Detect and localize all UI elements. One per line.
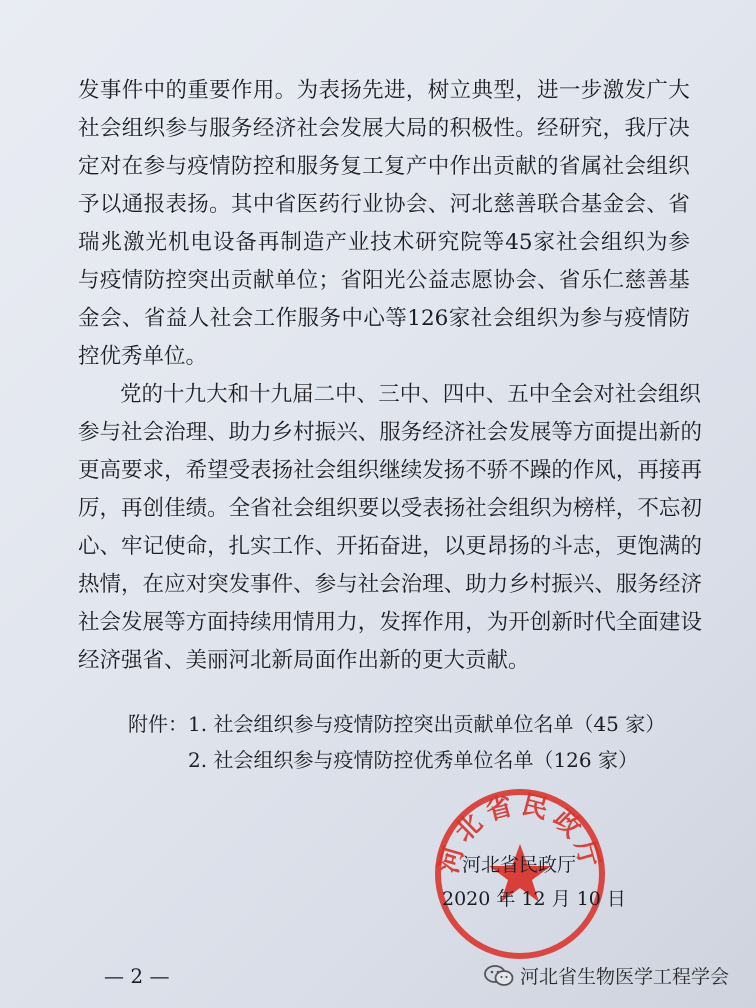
body-line [78, 72, 690, 110]
body-line-text: 社 会 组 织 参 与 服 务 经 济 社 会 发 展 大 局 的 积 极 性 。 经 研 究 ， 我 厅 决 [78, 116, 690, 141]
attachment-text: 2. 社会组织参与疫情防控优秀单位名单（126 家） [188, 748, 638, 772]
signature-date: 2020 年 12 月 10 日 [442, 888, 626, 910]
body-line-text: 社 会 发 展 等 方 面 持 续 用 情 用 力 ， 发 挥 作 用 ， 为 开 创 新 时 代 全 面 建 设 [78, 610, 702, 635]
body-line [78, 452, 702, 490]
seal-text: 河北省民政厅 [433, 789, 607, 877]
body-line-text: 厉 ， 再 创 佳 绩 。 全 省 社 会 组 织 要 以 受 表 扬 社 会 组 织 为 榜 样 ， 不 忘 初 [78, 496, 702, 521]
signature-org: 河北省民政厅 [462, 854, 577, 876]
body-line-text: 控优秀单位。 [78, 344, 208, 369]
body-line [78, 528, 702, 566]
document-body [78, 72, 702, 680]
body-line-text: 心 、 牢 记 使 命 ， 扎 实 工 作 、 开 拓 奋 进 ， 以 更 昂 扬 的 斗 志 ， 更 饱 满 的 [78, 534, 702, 559]
body-line [78, 300, 690, 338]
body-line-text: 经济强省、美丽河北新局面作出新的更大贡献。 [78, 648, 530, 673]
wechat-icon [484, 964, 514, 988]
body-line [78, 338, 690, 376]
wechat-account-name: 河北省生物医学工程学会 [520, 966, 730, 988]
body-line [78, 604, 702, 642]
attachments-label: 附件： [128, 712, 188, 736]
body-line [78, 642, 690, 680]
body-line-text: 发 事 件 中 的 重 要 作 用 。 为 表 扬 先 进 ， 树 立 典 型 ， 进 一 步 激 发 广 大 [78, 78, 690, 103]
body-line [78, 148, 690, 186]
body-line [78, 186, 690, 224]
body-line [78, 262, 690, 300]
body-line-text: 与 疫 情 防 控 突 出 贡 献 单 位 ； 省 阳 光 公 益 志 愿 协 会 、 省 乐 仁 慈 善 基 [78, 268, 690, 293]
body-line-text: 予 以 通 报 表 扬 。 其 中 省 医 药 行 业 协 会 、 河 北 慈 善 联 合 基 金 会 、 省 [78, 192, 690, 217]
body-line [78, 490, 702, 528]
body-line-text: 更 高 要 求 ， 希 望 受 表 扬 社 会 组 织 继 续 发 扬 不 骄 不 躁 的 作 风 ， 再 接 再 [78, 458, 702, 483]
body-line [78, 110, 690, 148]
body-line-text: 党 的 十 九 大 和 十 九 届 二 中 、 三 中 、 四 中 、 五 中 全 会 对 社 会 组 织 [120, 382, 701, 407]
body-line-text: 热 情 ， 在 应 对 突 发 事 件 、 参 与 社 会 治 理 、 助 力 乡 村 振 兴 、 服 务 经 济 [78, 572, 702, 597]
wechat-watermark [484, 962, 729, 989]
body-line [78, 224, 690, 262]
body-line-text: 瑞 兆 激 光 机 电 设 备 再 制 造 产 业 技 术 研 究 院 等 45 家 社 会 组 织 为 参 [78, 230, 690, 255]
attachments-list [128, 706, 665, 778]
body-line-text: 定 对 在 参 与 疫 情 防 控 和 服 务 复 工 复 产 中 作 出 贡 献 的 省 属 社 会 组 织 [78, 154, 690, 179]
signature-block [442, 848, 626, 916]
body-line-text: 金 会 、 省 益 人 社 会 工 作 服 务 中 心 等 126 家 社 会 组 织 为 参 与 疫 情 防 [78, 306, 690, 331]
page-number: — 2 — [104, 964, 170, 988]
body-line [78, 414, 702, 452]
attachment-item [128, 742, 665, 778]
attachment-item [128, 706, 665, 742]
attachment-text: 1. 社会组织参与疫情防控突出贡献单位名单（45 家） [188, 712, 666, 736]
body-line-text: 参 与 社 会 治 理 、 助 力 乡 村 振 兴 、 服 务 经 济 社 会 发 展 等 方 面 提 出 新 的 [78, 420, 702, 445]
body-line [78, 376, 701, 414]
body-line [78, 566, 702, 604]
